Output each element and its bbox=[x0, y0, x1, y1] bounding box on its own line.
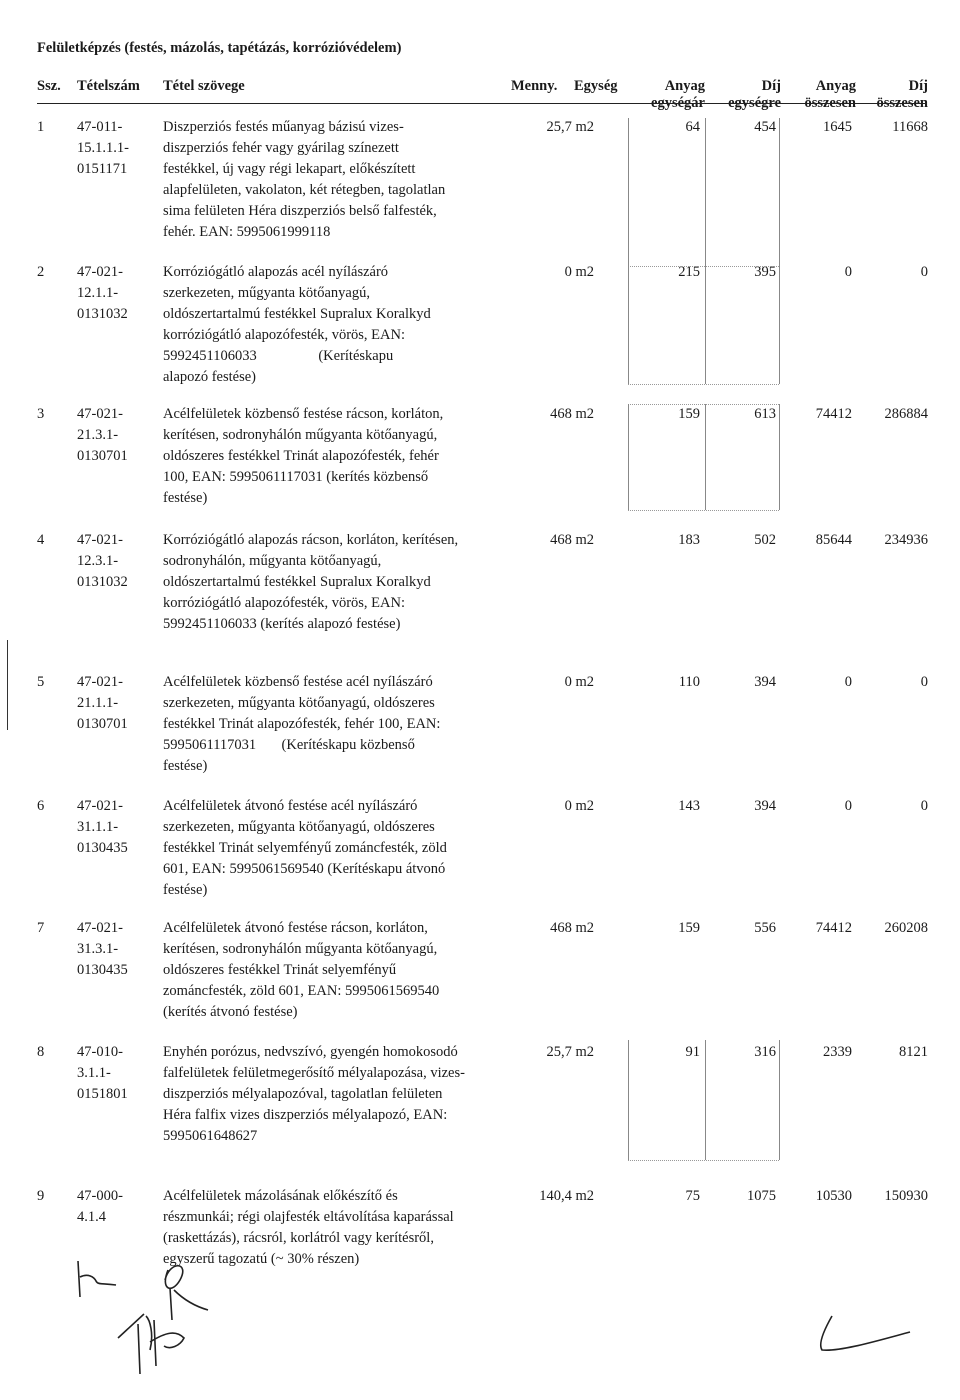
signature-main bbox=[110, 1250, 220, 1380]
code-line: 0130701 bbox=[77, 716, 128, 732]
desc-line: kerítésen, sodronyhálón műgyanta kötőanyagú, bbox=[163, 941, 438, 957]
header-dij-egysegre bbox=[696, 78, 781, 112]
header-dij-osszesen-line1: Díj bbox=[908, 78, 928, 94]
row-dij-egysegre: 454 bbox=[754, 119, 776, 135]
row-dij-egysegre: 395 bbox=[754, 264, 776, 280]
desc-line: festékkel Trinát alapozófesték, fehér 100, EAN: bbox=[163, 716, 441, 732]
code-line: 47-021- bbox=[77, 406, 123, 422]
row-dij-egysegre: 316 bbox=[754, 1044, 776, 1060]
row-dij-osszesen: 11668 bbox=[892, 119, 928, 135]
header-anyag-egysegar-line1: Anyag bbox=[664, 78, 705, 94]
row-ssz: 3 bbox=[37, 406, 45, 422]
row-dij-osszesen: 0 bbox=[920, 674, 928, 690]
row-code bbox=[77, 918, 128, 981]
desc-line: szerkezeten, műgyanta kötőanyagú, bbox=[163, 285, 370, 301]
row-dij-egysegre: 556 bbox=[754, 920, 776, 936]
row-code bbox=[77, 530, 128, 593]
code-line: 4.1.4 bbox=[77, 1209, 106, 1225]
row-description bbox=[163, 672, 508, 777]
code-line: 12.3.1- bbox=[77, 553, 119, 569]
desc-line: Acélfelületek mázolásának előkészítő és bbox=[163, 1188, 398, 1204]
row-ssz: 2 bbox=[37, 264, 45, 280]
header-anyag-osszesen bbox=[770, 78, 856, 112]
row-quantity: 140,4 m2 bbox=[539, 1188, 594, 1204]
desc-line: szerkezeten, műgyanta kötőanyagú, oldószeres bbox=[163, 695, 435, 711]
row-dij-egysegre: 394 bbox=[754, 674, 776, 690]
cell-border bbox=[628, 1160, 779, 1161]
desc-line: festése) bbox=[163, 882, 208, 898]
row-quantity: 0 m2 bbox=[564, 264, 594, 280]
row-dij-osszesen: 150930 bbox=[884, 1188, 928, 1204]
row-dij-egysegre: 613 bbox=[754, 406, 776, 422]
desc-line: festése) bbox=[163, 758, 208, 774]
header-anyag-osszesen-line2: összesen bbox=[804, 95, 856, 111]
row-dij-egysegre: 502 bbox=[754, 532, 776, 548]
desc-line: 601, EAN: 5995061569540 (Kerítéskapu átvonó bbox=[163, 861, 446, 877]
desc-line: 100, EAN: 5995061117031 (kerítés közbenső bbox=[163, 469, 429, 485]
row-code bbox=[77, 1186, 123, 1228]
scan-edge-line bbox=[7, 640, 8, 730]
row-dij-osszesen: 8121 bbox=[899, 1044, 928, 1060]
desc-line: részmunkái; régi olajfesték eltávolítása kaparással bbox=[163, 1209, 454, 1225]
desc-line: Acélfelületek közbenső festése acél nyílászáró bbox=[163, 674, 433, 690]
row-dij-osszesen: 260208 bbox=[884, 920, 928, 936]
desc-line: 5992451106033 (Kerítéskapu bbox=[163, 348, 394, 364]
cell-border bbox=[705, 118, 706, 266]
header-menny: Menny. bbox=[511, 78, 558, 94]
desc-line: kerítésen, sodronyhálón műgyanta kötőanyagú, bbox=[163, 427, 438, 443]
code-line: 21.3.1- bbox=[77, 427, 119, 443]
cell-border bbox=[779, 1040, 780, 1160]
row-ssz: 7 bbox=[37, 920, 45, 936]
cell-border bbox=[628, 510, 779, 511]
row-quantity: 0 m2 bbox=[564, 674, 594, 690]
code-line: 47-021- bbox=[77, 532, 123, 548]
code-line: 47-021- bbox=[77, 798, 123, 814]
cell-border bbox=[705, 404, 706, 510]
header-tetel-szovege: Tétel szövege bbox=[163, 78, 245, 94]
row-anyag-osszesen: 0 bbox=[844, 798, 852, 814]
desc-line: 5995061117031 (Kerítéskapu közbenső bbox=[163, 737, 415, 753]
desc-line: fehér. EAN: 5995061999118 bbox=[163, 224, 331, 240]
desc-line: 5995061648627 bbox=[163, 1128, 258, 1144]
desc-line: egyszerű tagozatú (~ 30% részen) bbox=[163, 1251, 360, 1267]
cell-border bbox=[779, 404, 780, 510]
desc-line: oldószeres festékkel Trinát selyemfényű bbox=[163, 962, 397, 978]
row-dij-osszesen: 0 bbox=[920, 264, 928, 280]
desc-line: Korróziógátló alapozás rácson, korláton, kerítésen, bbox=[163, 532, 459, 548]
row-anyag-egysegar: 91 bbox=[685, 1044, 700, 1060]
row-quantity: 468 m2 bbox=[550, 406, 594, 422]
code-line: 47-000- bbox=[77, 1188, 123, 1204]
row-anyag-egysegar: 143 bbox=[678, 798, 700, 814]
desc-line: Korróziógátló alapozás acél nyílászáró bbox=[163, 264, 389, 280]
row-dij-osszesen: 234936 bbox=[884, 532, 928, 548]
header-tetelszam: Tételszám bbox=[77, 78, 140, 94]
code-line: 31.3.1- bbox=[77, 941, 119, 957]
header-anyag-egysegar bbox=[620, 78, 705, 112]
row-anyag-osszesen: 0 bbox=[844, 264, 852, 280]
desc-line: sima felületen Héra diszperziós belső falfesték, bbox=[163, 203, 437, 219]
header-ssz: Ssz. bbox=[37, 78, 61, 94]
row-quantity: 0 m2 bbox=[564, 798, 594, 814]
cell-border bbox=[628, 404, 779, 405]
signature-right bbox=[810, 1310, 920, 1360]
desc-line: festékkel Trinát selyemfényű zománcfesték, zöld bbox=[163, 840, 447, 856]
desc-line: oldószertartalmú festékkel Supralux Koralkyd bbox=[163, 306, 431, 322]
row-code bbox=[77, 262, 128, 325]
row-description bbox=[163, 262, 508, 388]
row-anyag-egysegar: 215 bbox=[678, 264, 700, 280]
row-anyag-egysegar: 64 bbox=[685, 119, 700, 135]
cell-border bbox=[628, 118, 629, 266]
row-ssz: 5 bbox=[37, 674, 45, 690]
code-line: 47-021- bbox=[77, 920, 123, 936]
page-title: Felületképzés (festés, mázolás, tapétázás, korrózióvédelem) bbox=[37, 40, 402, 56]
row-ssz: 4 bbox=[37, 532, 45, 548]
row-code bbox=[77, 1042, 128, 1105]
row-description bbox=[163, 404, 508, 509]
code-line: 47-021- bbox=[77, 264, 123, 280]
row-dij-egysegre: 394 bbox=[754, 798, 776, 814]
row-ssz: 6 bbox=[37, 798, 45, 814]
row-code bbox=[77, 796, 128, 859]
code-line: 3.1.1- bbox=[77, 1065, 111, 1081]
row-dij-osszesen: 286884 bbox=[884, 406, 928, 422]
code-line: 0151171 bbox=[77, 161, 128, 177]
code-line: 0130435 bbox=[77, 962, 128, 978]
cell-border bbox=[628, 384, 779, 385]
row-dij-osszesen: 0 bbox=[920, 798, 928, 814]
code-line: 47-021- bbox=[77, 674, 123, 690]
header-anyag-egysegar-line2: egységár bbox=[651, 95, 705, 111]
code-line: 47-010- bbox=[77, 1044, 123, 1060]
code-line: 21.1.1- bbox=[77, 695, 119, 711]
row-ssz: 9 bbox=[37, 1188, 45, 1204]
row-anyag-osszesen: 74412 bbox=[815, 406, 852, 422]
desc-line: festékkel, új vagy régi lekapart, előkészített bbox=[163, 161, 416, 177]
desc-line: Héra falfix vizes diszperziós mélyalapozó, EAN: bbox=[163, 1107, 448, 1123]
cell-border bbox=[705, 1040, 706, 1160]
desc-line: diszperziós mélyalapozóval, tagolatlan felületen bbox=[163, 1086, 443, 1102]
desc-line: szerkezeten, műgyanta kötőanyagú, oldószeres bbox=[163, 819, 435, 835]
cell-border bbox=[628, 1040, 629, 1160]
code-line: 0130701 bbox=[77, 448, 128, 464]
row-anyag-osszesen: 10530 bbox=[815, 1188, 852, 1204]
desc-line: korróziógátló alapozófesték, vörös, EAN: bbox=[163, 595, 405, 611]
desc-line: 5992451106033 (kerítés alapozó festése) bbox=[163, 616, 401, 632]
row-description bbox=[163, 918, 508, 1023]
row-anyag-osszesen: 1645 bbox=[823, 119, 852, 135]
row-anyag-egysegar: 110 bbox=[678, 674, 700, 690]
row-dij-egysegre: 1075 bbox=[747, 1188, 776, 1204]
header-dij-osszesen-line2: összesen bbox=[876, 95, 928, 111]
row-anyag-osszesen: 2339 bbox=[823, 1044, 852, 1060]
code-line: 31.1.1- bbox=[77, 819, 119, 835]
header-anyag-osszesen-line1: Anyag bbox=[815, 78, 856, 94]
desc-line: Acélfelületek átvonó festése rácson, korláton, bbox=[163, 920, 428, 936]
cell-border bbox=[779, 264, 780, 384]
row-anyag-egysegar: 159 bbox=[678, 920, 700, 936]
row-quantity: 25,7 m2 bbox=[546, 119, 594, 135]
row-anyag-egysegar: 159 bbox=[678, 406, 700, 422]
desc-line: alapozó festése) bbox=[163, 369, 256, 385]
header-dij-egysegre-line2: egységre bbox=[728, 95, 781, 111]
header-rule bbox=[37, 103, 927, 104]
desc-line: Acélfelületek átvonó festése acél nyílászáró bbox=[163, 798, 418, 814]
desc-line: sodronyhálón, műgyanta kötőanyagú, bbox=[163, 553, 382, 569]
desc-line: festése) bbox=[163, 490, 208, 506]
desc-line: (raskettázás), rácsról, korlátról vagy kerítésről, bbox=[163, 1230, 434, 1246]
code-line: 0151801 bbox=[77, 1086, 128, 1102]
desc-line: Acélfelületek közbenső festése rácson, korláton, bbox=[163, 406, 444, 422]
desc-line: alapfelületen, vakolaton, két rétegben, tagolatlan bbox=[163, 182, 446, 198]
desc-line: korróziógátló alapozófesték, vörös, EAN: bbox=[163, 327, 405, 343]
row-quantity: 25,7 m2 bbox=[546, 1044, 594, 1060]
row-code bbox=[77, 672, 128, 735]
header-dij-egysegre-line1: Díj bbox=[761, 78, 781, 94]
code-line: 0131032 bbox=[77, 306, 128, 322]
cell-border bbox=[628, 404, 629, 510]
row-quantity: 468 m2 bbox=[550, 920, 594, 936]
cell-border bbox=[628, 266, 779, 267]
row-description bbox=[163, 117, 508, 243]
header-dij-osszesen bbox=[846, 78, 928, 112]
header-egyseg: Egység bbox=[574, 78, 618, 94]
desc-line: Diszperziós festés műanyag bázisú vizes- bbox=[163, 119, 404, 135]
row-code bbox=[77, 117, 129, 180]
row-anyag-osszesen: 0 bbox=[844, 674, 852, 690]
row-ssz: 8 bbox=[37, 1044, 45, 1060]
desc-line: oldószeres festékkel Trinát alapozófesték, fehér bbox=[163, 448, 439, 464]
row-anyag-osszesen: 74412 bbox=[815, 920, 852, 936]
row-anyag-osszesen: 85644 bbox=[815, 532, 852, 548]
row-anyag-egysegar: 75 bbox=[685, 1188, 700, 1204]
row-description bbox=[163, 1042, 508, 1147]
row-ssz: 1 bbox=[37, 119, 45, 135]
code-line: 15.1.1.1- bbox=[77, 140, 129, 156]
desc-line: falfelületek felületmegerősítő mélyalapozása, vizes- bbox=[163, 1065, 465, 1081]
cell-border bbox=[779, 118, 780, 266]
code-line: 0130435 bbox=[77, 840, 128, 856]
cell-border bbox=[705, 264, 706, 384]
row-description bbox=[163, 530, 508, 635]
row-quantity: 468 m2 bbox=[550, 532, 594, 548]
row-description bbox=[163, 796, 508, 901]
cell-border bbox=[628, 264, 629, 384]
row-anyag-egysegar: 183 bbox=[678, 532, 700, 548]
code-line: 12.1.1- bbox=[77, 285, 119, 301]
code-line: 0131032 bbox=[77, 574, 128, 590]
desc-line: diszperziós fehér vagy gyárilag színezett bbox=[163, 140, 399, 156]
desc-line: Enyhén porózus, nedvszívó, gyengén homokosodó bbox=[163, 1044, 458, 1060]
row-code bbox=[77, 404, 128, 467]
desc-line: zománcfesték, zöld 601, EAN: 5995061569540 bbox=[163, 983, 440, 999]
desc-line: oldószertartalmú festékkel Supralux Koralkyd bbox=[163, 574, 431, 590]
code-line: 47-011- bbox=[77, 119, 123, 135]
desc-line: (kerítés átvonó festése) bbox=[163, 1004, 298, 1020]
